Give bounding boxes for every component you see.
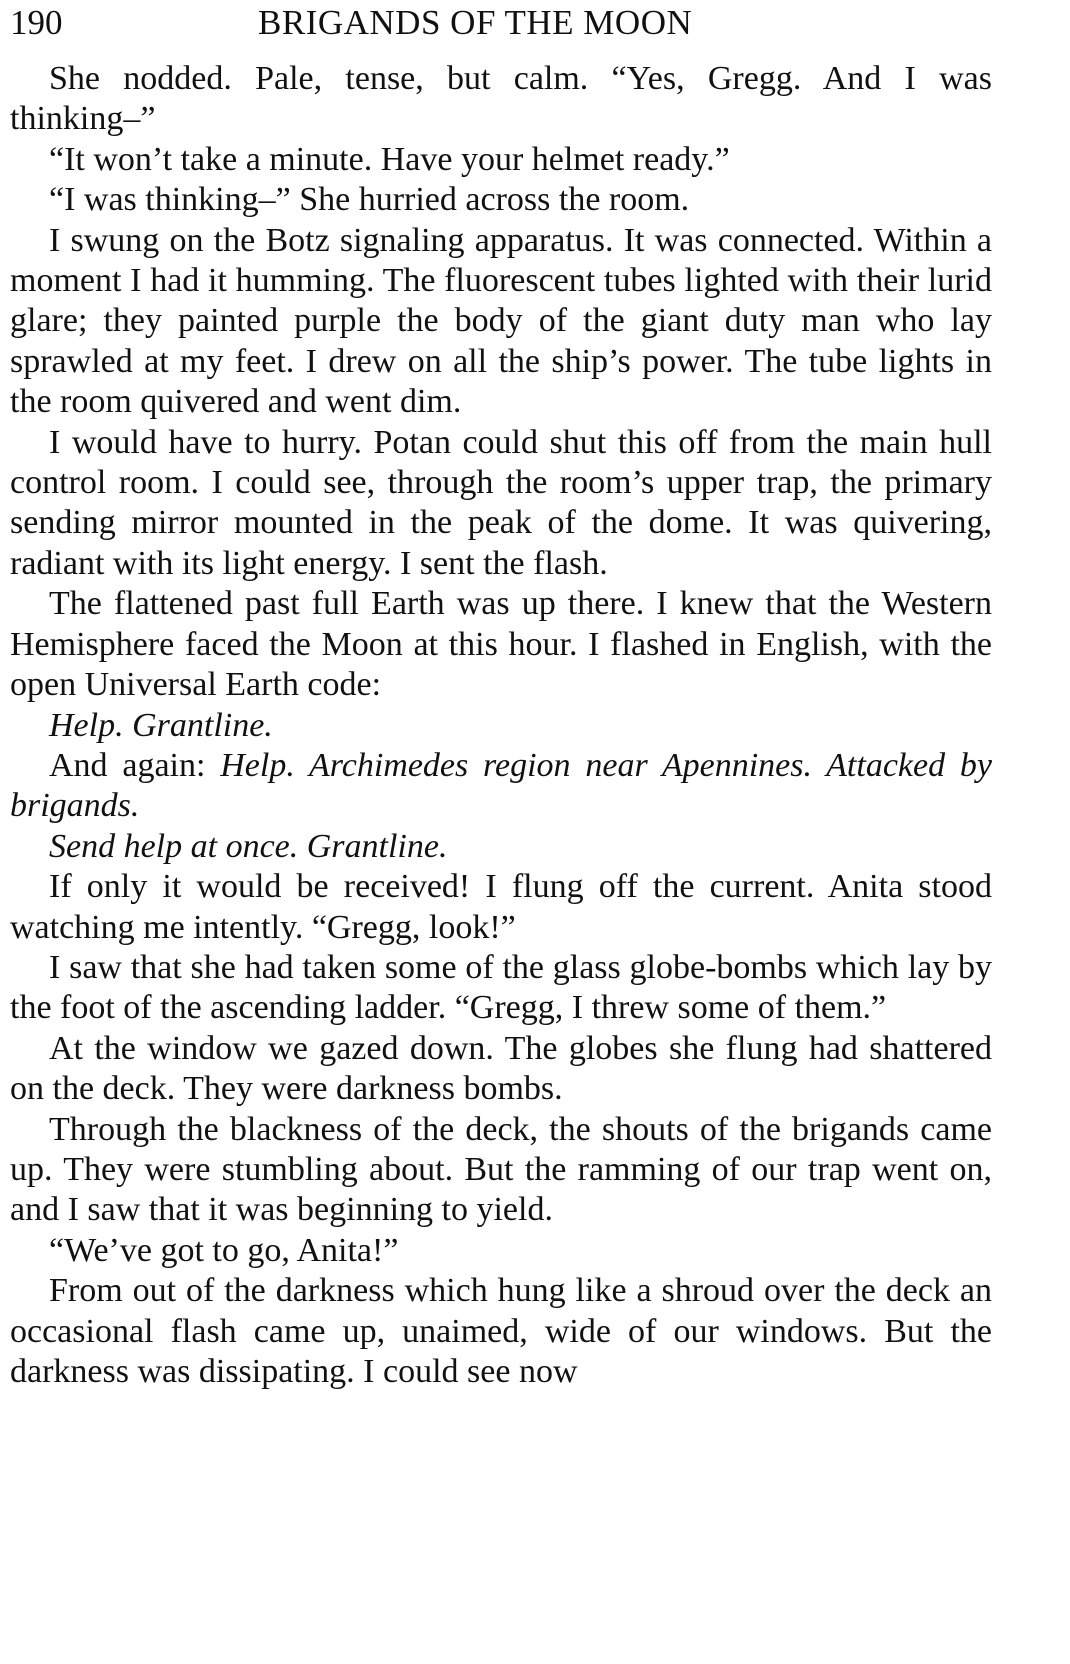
body-text — [10, 59, 992, 1392]
paragraph: Through the blackness of the deck, the shouts of the brigands came up. They were stumbling about. But the ramming of our trap went on, and I saw that it was beginning to yield. — [10, 1110, 992, 1229]
paragraph: I saw that she had taken some of the glass globe-bombs which lay by the foot of the ascending ladder. “Gregg, I threw some of them.” — [10, 948, 992, 1027]
paragraph: I swung on the Botz signaling apparatus. It was connected. Within a moment I had it humming. The fluorescent tubes lighted with their lurid glare; they painted purple the body of the giant duty man who lay sprawled at my feet. I drew on all the ship’s power. The tube lights in the room quivered and went dim. — [10, 221, 992, 421]
signal-message: Send help at once. Grantline. — [49, 827, 448, 865]
paragraph: I would have to hurry. Potan could shut this off from the main hull control room. I could see, through the room’s upper trap, the primary sending mirror mounted in the peak of the dome. It was quivering, radiant with its light energy. I sent the flash. — [10, 423, 992, 582]
book-page — [10, 0, 992, 1392]
running-head — [10, 0, 992, 46]
paragraph: “I was thinking–” She hurried across the room. — [49, 181, 690, 219]
signal-message: Help. Grantline. — [49, 706, 273, 744]
paragraph: From out of the darkness which hung like a shroud over the deck an occasional flash came up, unaimed, wide of our windows. But the darkness was dissipating. I could see now — [10, 1272, 992, 1390]
paragraph — [10, 746, 992, 827]
paragraph: If only it would be received! I flung off the current. Anita stood watching me intently. “Gregg, look!” — [10, 868, 992, 946]
paragraph: “It won’t take a minute. Have your helmet ready.” — [49, 140, 730, 178]
paragraph: “We’ve got to go, Anita!” — [49, 1231, 399, 1269]
paragraph: The flattened past full Earth was up there. I knew that the Western Hemisphere faced the Moon at this hour. I flashed in English, with the open Universal Earth code: — [10, 585, 992, 704]
signal-message: Help. Archimedes region near Apennines. Attacked by brigands. — [10, 746, 992, 825]
page-number: 190 — [10, 3, 63, 42]
paragraph: She nodded. Pale, tense, but calm. “Yes, Gregg. And I was thinking–” — [10, 60, 992, 138]
paragraph: At the window we gazed down. The globes she flung had shattered on the deck. They were darkness bombs. — [10, 1029, 992, 1108]
paragraph-lead: And again: — [49, 746, 221, 784]
book-title: BRIGANDS OF THE MOON — [258, 3, 693, 42]
